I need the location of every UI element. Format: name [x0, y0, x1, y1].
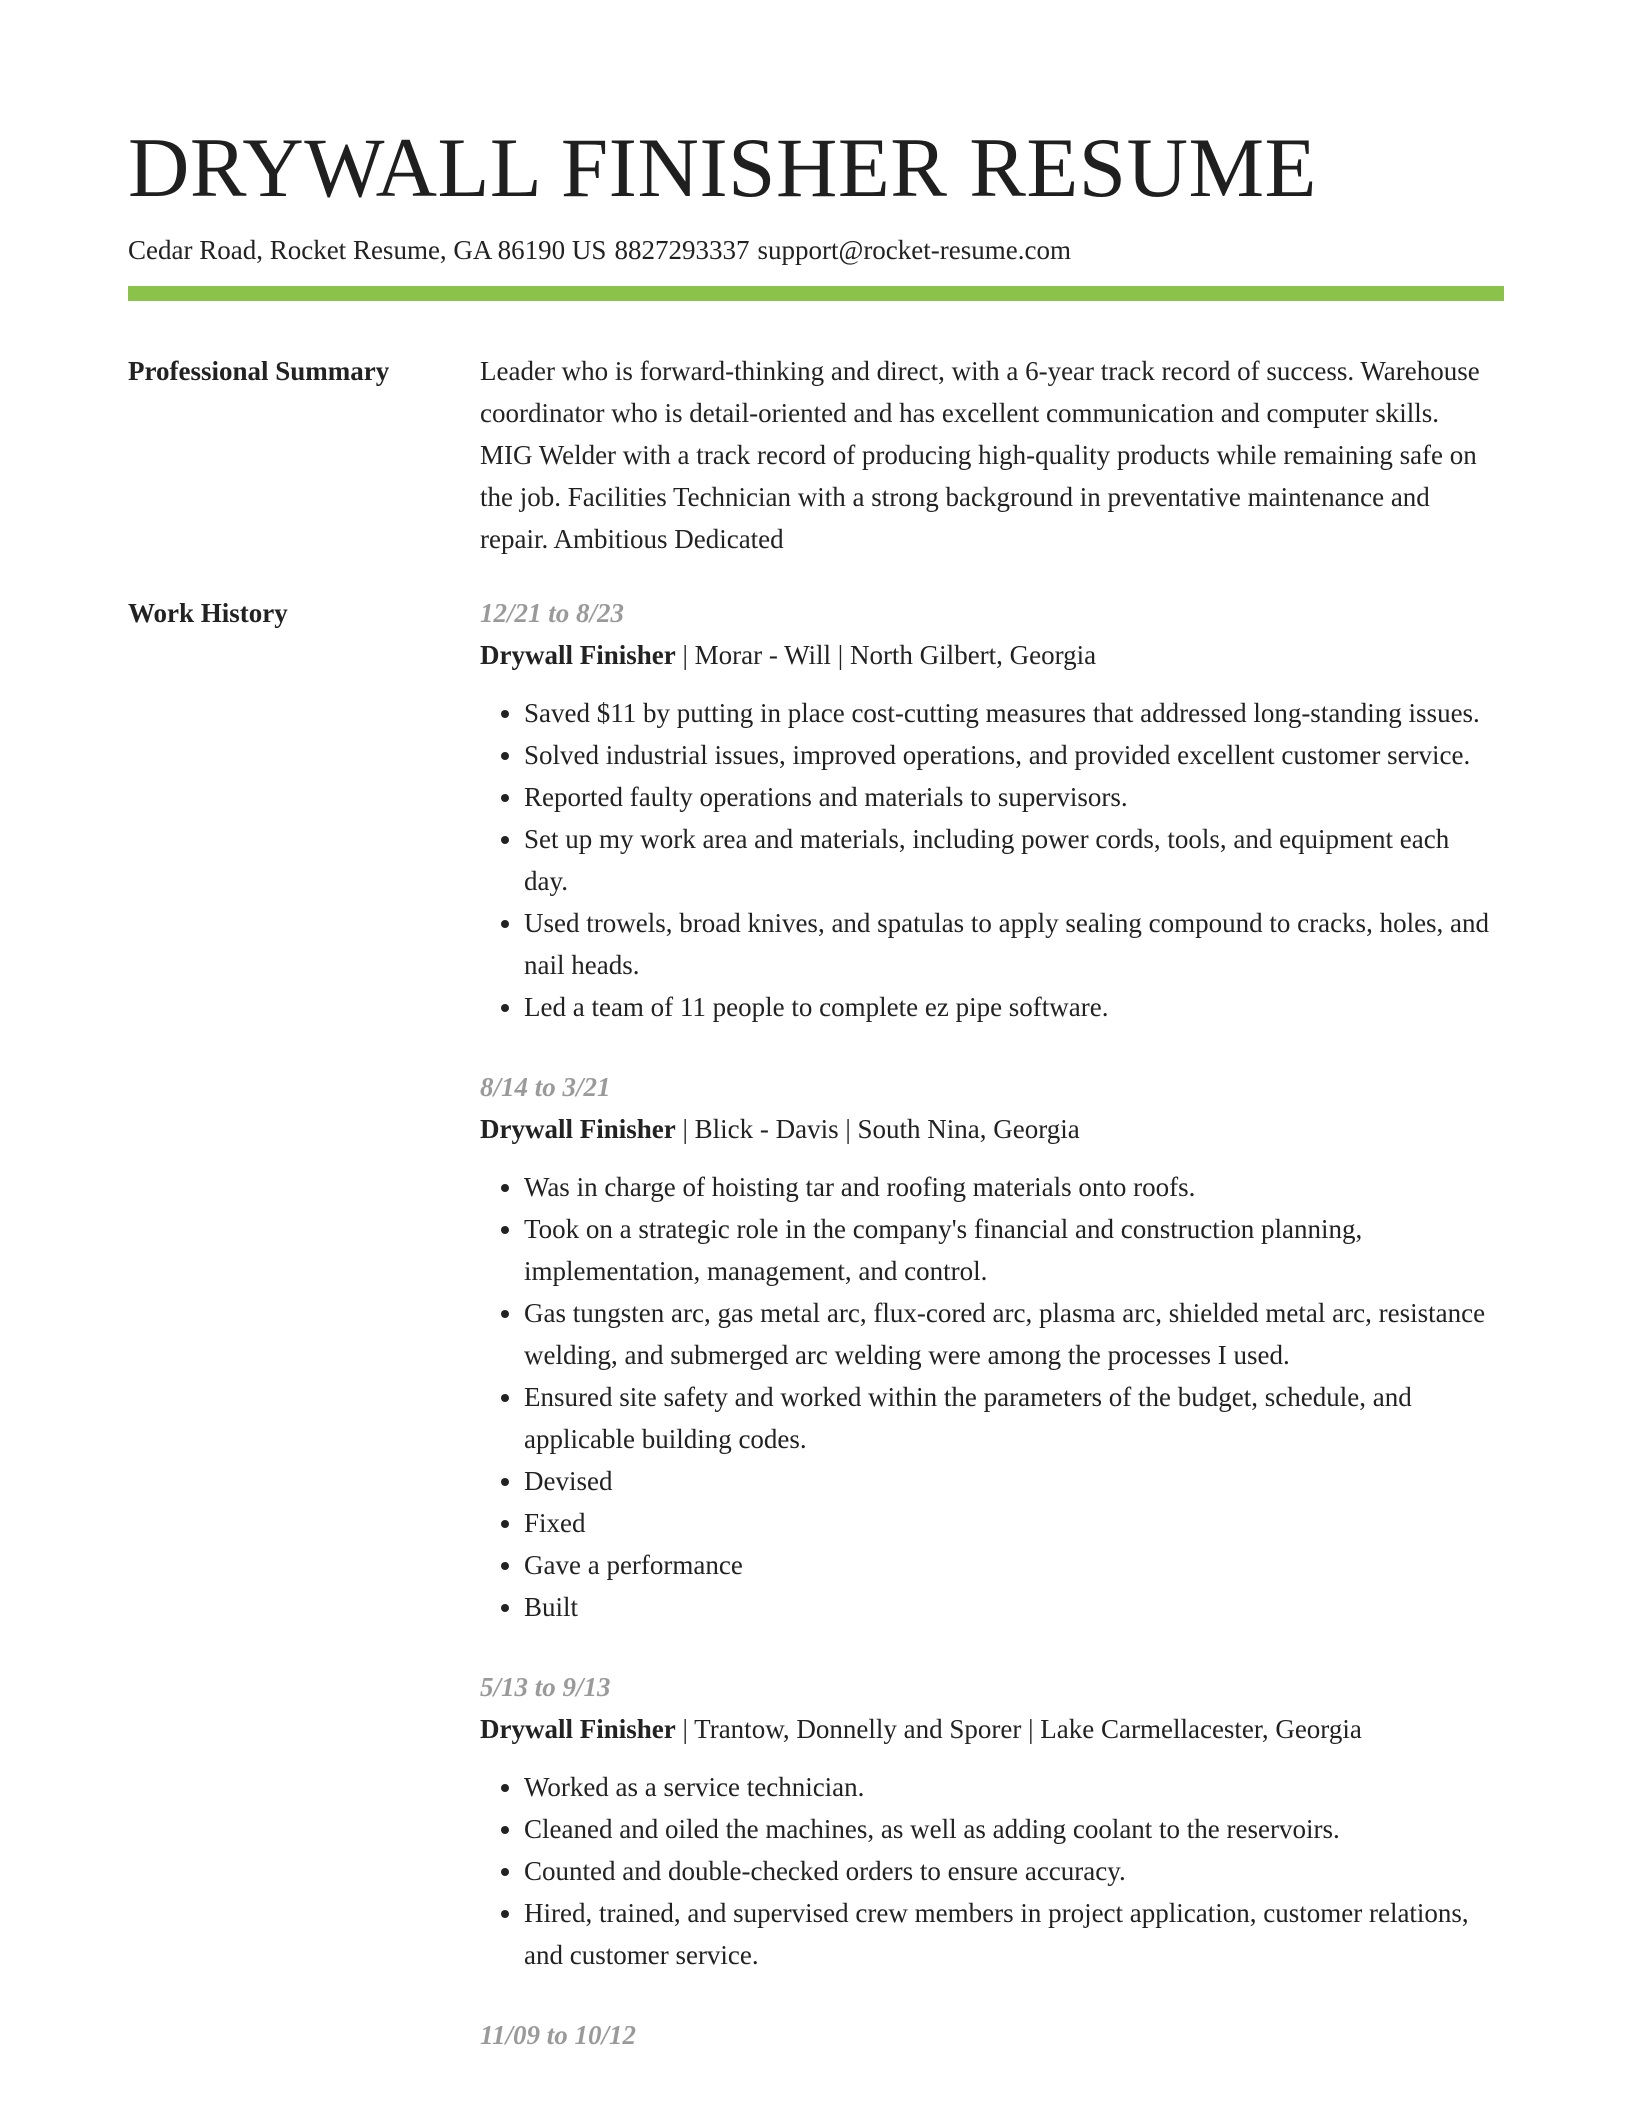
job-bullet: • Cleaned and oiled the machines, as well as adding coolant to the reservoirs. — [524, 1808, 1490, 1850]
job-bullet: • Gave a performance — [524, 1544, 1490, 1586]
job-bullets — [480, 1166, 1490, 1628]
job-bullet: • Ensured site safety and worked within the parameters of the budget, schedule, and applicable building codes. — [524, 1376, 1490, 1460]
job-heading — [480, 1108, 1490, 1150]
job-bullet: • Hired, trained, and supervised crew members in project application, customer relations, and customer service. — [524, 1892, 1490, 1976]
job-entry — [480, 1666, 1490, 1976]
job-bullet: • Was in charge of hoisting tar and roofing materials onto roofs. — [524, 1166, 1490, 1208]
section-label-work-history: Work History — [128, 598, 288, 628]
job-heading — [480, 634, 1490, 676]
job-details: | Trantow, Donnelly and Sporer | Lake Carmellacester, Georgia — [675, 1714, 1362, 1744]
job-entry — [480, 592, 1490, 1028]
job-bullet: • Counted and double-checked orders to ensure accuracy. — [524, 1850, 1490, 1892]
job-entry — [480, 2014, 1490, 2056]
job-bullet: • Led a team of 11 people to complete ez pipe software. — [524, 986, 1490, 1028]
job-bullets — [480, 692, 1490, 1028]
job-bullet: • Worked as a service technician. — [524, 1766, 1490, 1808]
job-dates: 11/09 to 10/12 — [480, 2020, 637, 2050]
job-dates: 5/13 to 9/13 — [480, 1672, 611, 1702]
job-title: Drywall Finisher — [480, 1114, 676, 1144]
section-label-summary: Professional Summary — [128, 356, 390, 386]
job-bullet: • Used trowels, broad knives, and spatulas to apply sealing compound to cracks, holes, and nail heads. — [524, 902, 1490, 986]
job-bullet: • Took on a strategic role in the company's financial and construction planning, implementation, management, and control. — [524, 1208, 1490, 1292]
summary-body — [480, 350, 1490, 560]
job-bullet: • Fixed — [524, 1502, 1490, 1544]
job-bullet: • Reported faulty operations and materials to supervisors. — [524, 776, 1490, 818]
job-bullet: • Saved $11 by putting in place cost-cutting measures that addressed long-standing issues. — [524, 692, 1490, 734]
contact-address: Cedar Road, Rocket Resume, GA 86190 US — [128, 235, 607, 265]
job-entry — [480, 1066, 1490, 1628]
job-bullet: • Solved industrial issues, improved operations, and provided excellent customer service. — [524, 734, 1490, 776]
job-bullet: • Built — [524, 1586, 1490, 1628]
job-details: | Blick - Davis | South Nina, Georgia — [675, 1114, 1080, 1144]
contact-email: support@rocket-resume.com — [757, 235, 1071, 265]
contact-phone: 8827293337 — [614, 235, 750, 265]
resume-title: DRYWALL FINISHER RESUME — [128, 121, 1317, 215]
job-title: Drywall Finisher — [480, 640, 676, 670]
job-bullet: • Devised — [524, 1460, 1490, 1502]
job-details: | Morar - Will | North Gilbert, Georgia — [675, 640, 1097, 670]
job-bullet: • Set up my work area and materials, including power cords, tools, and equipment each day. — [524, 818, 1490, 902]
contact-line — [128, 232, 1071, 268]
work-history-body — [480, 592, 1490, 2094]
job-dates: 8/14 to 3/21 — [480, 1072, 611, 1102]
accent-divider — [128, 286, 1504, 301]
job-heading — [480, 1708, 1490, 1750]
job-dates: 12/21 to 8/23 — [480, 598, 625, 628]
job-bullet: • Gas tungsten arc, gas metal arc, flux-cored arc, plasma arc, shielded metal arc, resistance welding, and submerged arc welding were among the processes I used. — [524, 1292, 1490, 1376]
job-bullets — [480, 1766, 1490, 1976]
summary-text: Leader who is forward-thinking and direct, with a 6-year track record of success. Warehouse coordinator who is detail-oriented and has excellent communication and computer skills. MIG Welder with a track record of producing high-quality products while remaining safe on the job. Facilities Technician with a strong background in preventative maintenance and repair. Ambitious Dedicated — [480, 356, 1480, 554]
job-title: Drywall Finisher — [480, 1714, 676, 1744]
